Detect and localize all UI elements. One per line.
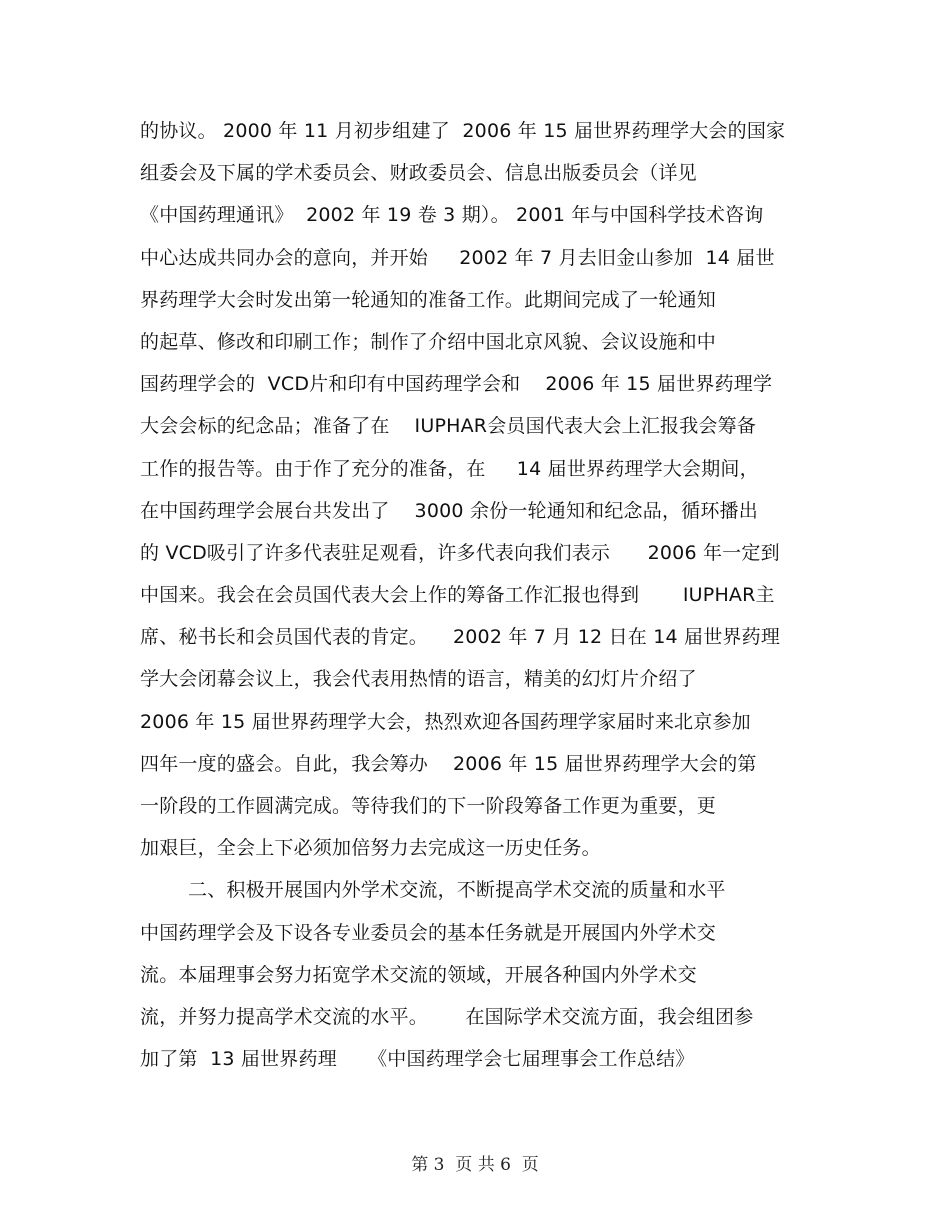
text-line: 四年一度的盛会。自此，我会筹办 2006 年 15 届世界药理学大会的第: [140, 752, 757, 775]
text-line: 《中国药理通讯》 2002 年 19 卷 3 期）。 2001 年与中国科学技术咨询: [140, 204, 764, 227]
text-line: 流。本届理事会努力拓宽学术交流的领域，开展各种国内外学术交: [140, 963, 697, 986]
text-line: 的 VCD吸引了许多代表驻足观看，许多代表向我们表示 2006 年一定到: [140, 541, 780, 564]
text-line: 席、秘书长和会员国代表的肯定。 2002 年 7 月 12 日在 14 届世界药理: [140, 626, 781, 649]
section-heading: 二、积极开展国内外学术交流，不断提高学术交流的质量和水平: [188, 879, 726, 902]
text-line: 工作的报告等。由于作了充分的准备，在 14 届世界药理学大会期间，: [140, 457, 759, 480]
text-line: 的起草、修改和印刷工作；制作了介绍中国北京风貌、会议设施和中: [140, 330, 717, 353]
text-line: 国药理学会的 VCD片和印有中国药理学会和 2006 年 15 届世界药理学: [140, 373, 773, 396]
text-line: 大会会标的纪念品；准备了在 IUPHAR会员国代表大会上汇报我会筹备: [140, 415, 757, 438]
text-line: 在中国药理学会展台共发出了 3000 余份一轮通知和纪念品，循环播出: [140, 499, 758, 522]
text-line: 组委会及下属的学术委员会、财政委员会、信息出版委员会（详见: [140, 162, 697, 185]
text-line: 一阶段的工作圆满完成。等待我们的下一阶段筹备工作更为重要，更: [140, 795, 717, 817]
text-line: 中国来。我会在会员国代表大会上作的筹备工作汇报也得到 IUPHAR主: [140, 584, 775, 607]
text-line: 中国药理学会及下设各专业委员会的基本任务就是开展国内外学术交: [140, 921, 717, 944]
text-line: 界药理学大会时发出第一轮通知的准备工作。此期间完成了一轮通知: [140, 288, 717, 311]
text-line: 流，并努力提高学术交流的水平。 在国际学术交流方面，我会组团参: [140, 1005, 754, 1028]
text-line: 中心达成共同办会的意向，并开始 2002 年 7 月去旧金山参加 14 届世: [140, 246, 775, 269]
text-line: 加艰巨，全会上下必须加倍努力去完成这一历史任务。: [140, 837, 601, 860]
page-number-footer: 第 3 页 共 6 页: [411, 1155, 539, 1175]
body-text: [140, 110, 820, 1080]
text-line: 加了第 13 届世界药理 《中国药理学会七届理事会工作总结》: [140, 1048, 695, 1071]
text-line: 的协议。 2000 年 11 月初步组建了 2006 年 15 届世界药理学大会的国家: [140, 120, 786, 142]
text-line: 学大会闭幕会议上，我会代表用热情的语言，精美的幻灯片介绍了: [140, 668, 697, 691]
text-line: 2006 年 15 届世界药理学大会，热烈欢迎各国药理学家届时来北京参加: [140, 710, 751, 733]
